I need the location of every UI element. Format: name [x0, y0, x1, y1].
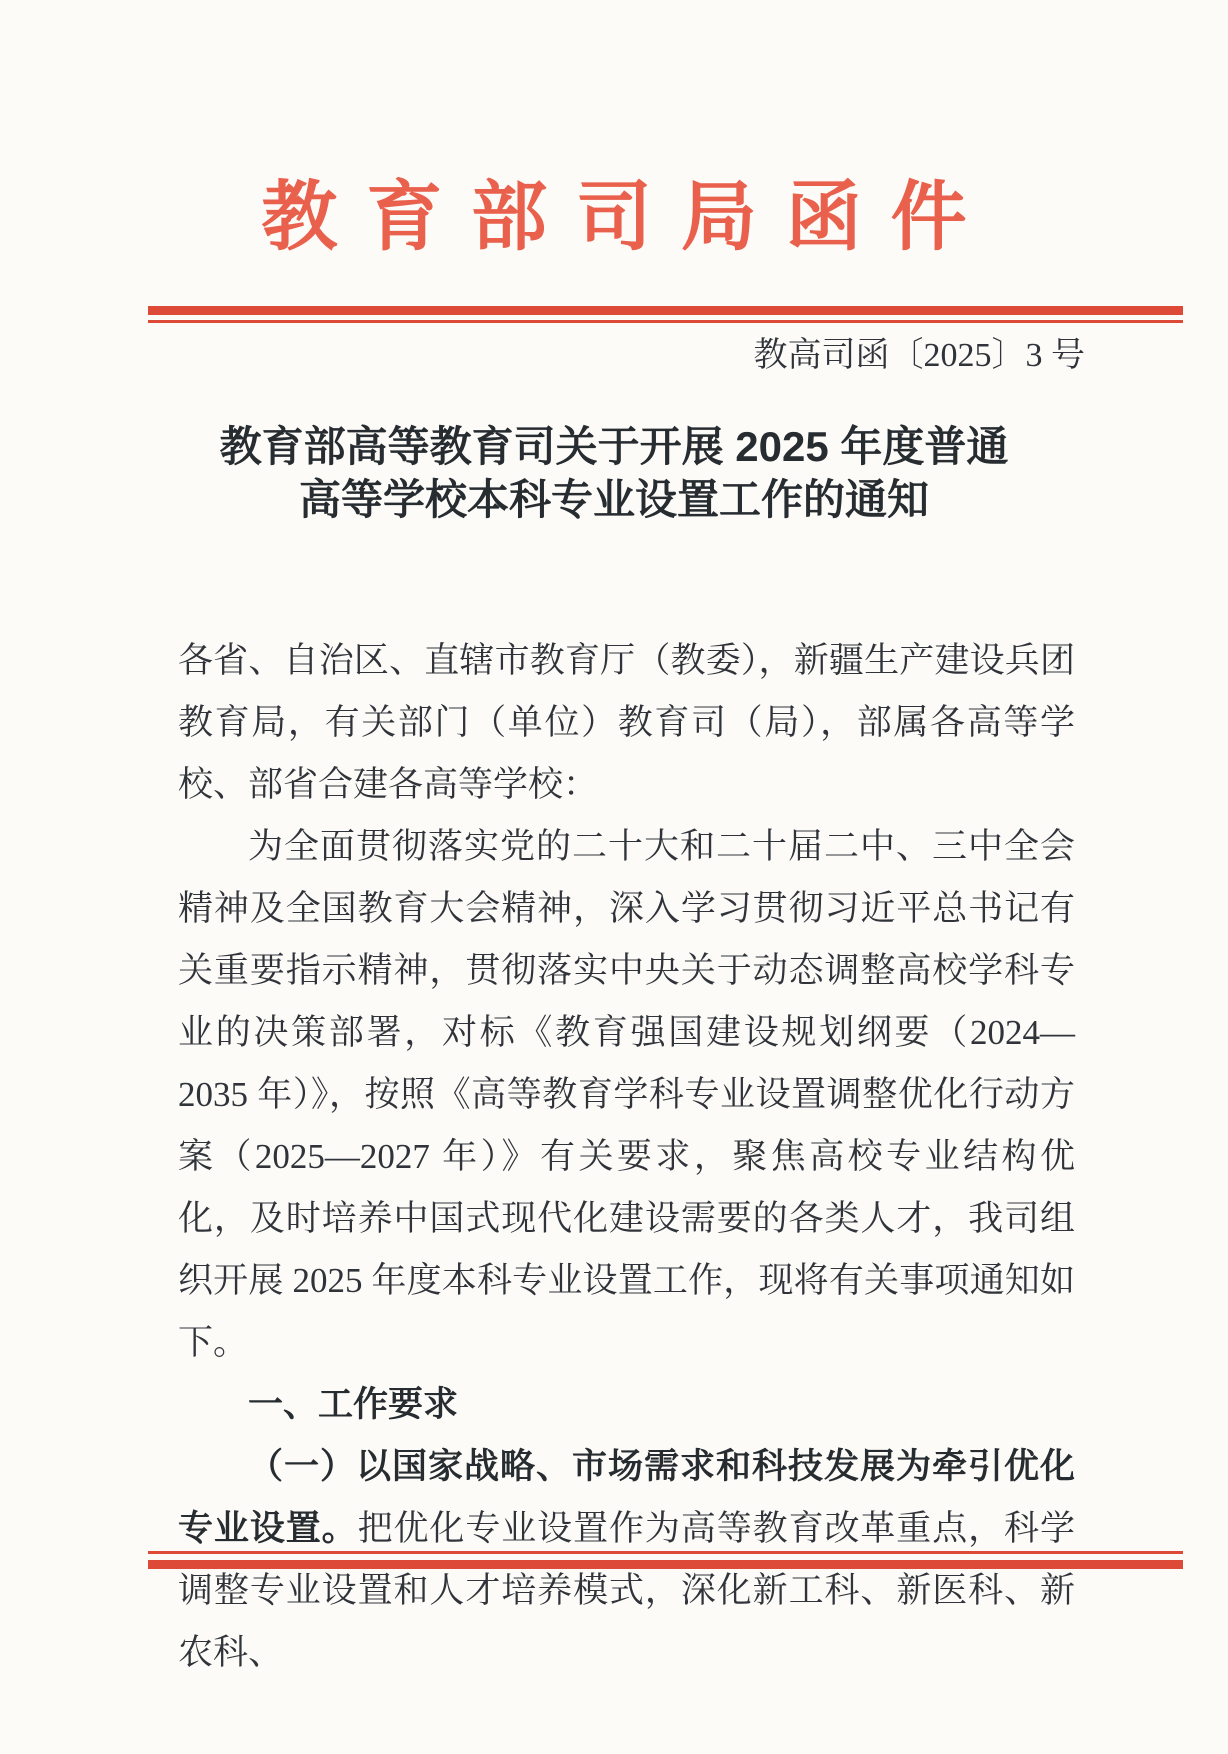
header-divider [148, 306, 1183, 323]
letterhead-banner: 教育部司局函件 [261, 176, 996, 260]
section-one-heading: 一、工作要求 [248, 1385, 459, 1424]
document-title-line1: 教育部高等教育司关于开展 2025 年度普通 [219, 423, 1009, 470]
document-body [178, 630, 1075, 1684]
item-one-text: 把优化专业设置作为高等教育改革重点，科学调整专业设置和人才培养模式，深化新工科、新医科、新农科、 [178, 1509, 1075, 1672]
header-divider-thick-line [148, 306, 1183, 315]
header-divider-thin-line [148, 320, 1183, 323]
document-number: 教高司函〔2025〕3 号 [753, 337, 1085, 374]
document-title [100, 420, 1128, 526]
intro-paragraph: 为全面贯彻落实党的二十大和二十届二中、三中全会精神及全国教育大会精神，深入学习贯彻习近平总书记有关重要指示精神，贯彻落实中央关于动态调整高校学科专业的决策部署，对标《教育强国建设规划纲要（2024—2035 年）》，按照《高等教育学科专业设置调整优化行动方案（2025—2027 年）》有关要求，聚焦高校专业结构优化，及时培养中国式现代化建设需要的各类人才，我司组织开展 2025 年度本科专业设置工作，现将有关事项通知如下。 [178, 827, 1075, 1362]
item-one-lead-bold: （一）以国家战略、市场需求和科技发展为牵引优化专业设置。 [178, 1447, 1075, 1548]
document-title-line2: 高等学校本科专业设置工作的通知 [298, 476, 929, 523]
footer-divider-thin-line [148, 1551, 1183, 1554]
addressee-paragraph: 各省、自治区、直辖市教育厅（教委），新疆生产建设兵团教育局，有关部门（单位）教育司（局），部属各高等学校、部省合建各高等学校： [178, 641, 1075, 804]
footer-divider [148, 1551, 1183, 1569]
footer-divider-thick-line [148, 1560, 1183, 1569]
